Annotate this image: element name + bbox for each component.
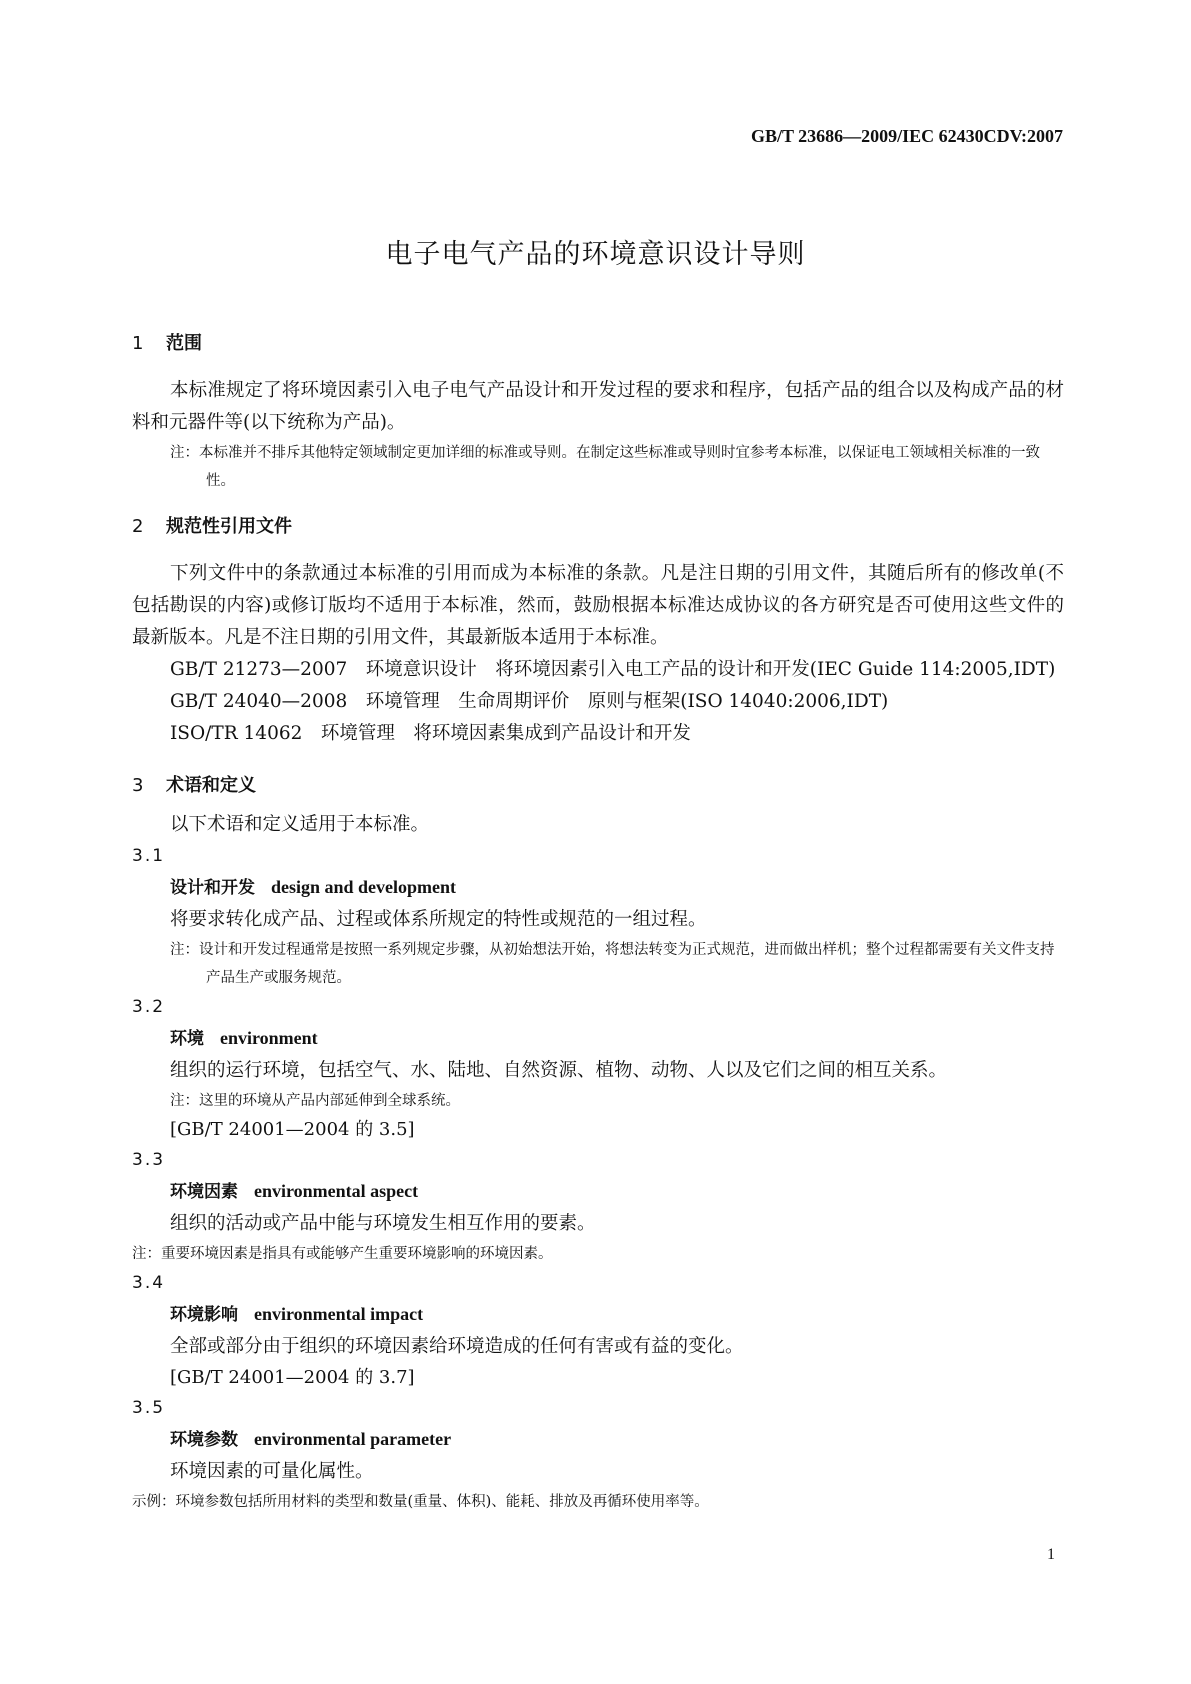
term-number: 3.4	[132, 1273, 166, 1293]
section-number: 3	[132, 775, 144, 796]
terms-intro: 以下术语和定义适用于本标准。	[170, 814, 430, 835]
term-number: 3.5	[132, 1398, 166, 1418]
term-definition: 环境因素的可量化属性。	[170, 1461, 374, 1482]
section-number: 1	[132, 333, 144, 354]
section-title: 范围	[166, 333, 202, 354]
term-note: 注：重要环境因素是指具有或能够产生重要环境影响的环境因素。	[132, 1246, 553, 1262]
standard-number: GB/T 23686—2009/IEC 62430CDV:2007	[750, 126, 1063, 146]
term-heading	[132, 871, 1064, 904]
term-zh: 环境	[170, 1029, 204, 1049]
term-zh: 环境参数	[170, 1430, 238, 1450]
term-definition: 将要求转化成产品、过程或体系所规定的特性或规范的一组过程。	[170, 909, 707, 930]
term-zh: 环境影响	[170, 1305, 238, 1325]
term-note: 注：这里的环境从产品内部延伸到全球系统。	[170, 1093, 460, 1109]
section-heading-normative-references	[132, 513, 1064, 540]
page-number: 1	[1047, 1546, 1055, 1563]
scope-note: 注：本标准并不排斥其他特定领域制定更加详细的标准或导则。在制定这些标准或导则时宜参考本标准，以保证电工领域相关标准的一致性。	[170, 445, 1040, 489]
term-en: environmental parameter	[254, 1429, 452, 1449]
term-heading	[132, 1298, 1064, 1331]
term-en: design and development	[271, 877, 457, 897]
term-zh: 设计和开发	[170, 878, 255, 898]
term-number: 3.2	[132, 997, 166, 1017]
term-source-reference: [GB/T 24001—2004 的 3.5]	[170, 1119, 415, 1140]
term-number: 3.1	[132, 846, 166, 866]
term-note: 注：设计和开发过程通常是按照一系列规定步骤，从初始想法开始，将想法转变为正式规范，进而做出样机；整个过程都需要有关文件支持产品生产或服务规范。	[170, 942, 1055, 986]
term-en: environmental impact	[254, 1304, 424, 1324]
scope-paragraph: 本标准规定了将环境因素引入电子电气产品设计和开发过程的要求和程序，包括产品的组合以及构成产品的材料和元器件等(以下统称为产品)。	[132, 380, 1064, 433]
term-definition: 组织的活动或产品中能与环境发生相互作用的要素。	[170, 1213, 596, 1234]
term-source-reference: [GB/T 24001—2004 的 3.7]	[170, 1367, 415, 1388]
reference-item: GB/T 24040—2008 环境管理 生命周期评价 原则与框架(ISO 14040:2006,IDT)	[170, 691, 889, 712]
term-en: environmental aspect	[254, 1181, 419, 1201]
term-en: environment	[220, 1028, 318, 1048]
section-title: 术语和定义	[166, 775, 256, 796]
references-paragraph: 下列文件中的条款通过本标准的引用而成为本标准的条款。凡是注日期的引用文件，其随后所有的修改单(不包括勘误的内容)或修订版均不适用于本标准，然而，鼓励根据本标准达成协议的各方研究是否可使用这些文件的最新版本。凡是不注日期的引用文件，其最新版本适用于本标准。	[132, 563, 1064, 648]
section-heading-scope	[132, 330, 1064, 357]
term-number: 3.3	[132, 1150, 166, 1170]
document-body	[132, 330, 1064, 1516]
document-title: 电子电气产品的环境意识设计导则	[385, 239, 806, 270]
term-heading	[132, 1022, 1064, 1055]
section-heading-terms	[132, 772, 1064, 799]
term-zh: 环境因素	[170, 1182, 238, 1202]
section-number: 2	[132, 516, 144, 537]
section-title: 规范性引用文件	[166, 516, 292, 537]
term-example: 示例：环境参数包括所用材料的类型和数量(重量、体积)、能耗、排放及再循环使用率等。	[132, 1494, 709, 1510]
reference-item: GB/T 21273—2007 环境意识设计 将环境因素引入电工产品的设计和开发(IEC Guide 114:2005,IDT)	[170, 659, 1056, 680]
term-definition: 组织的运行环境，包括空气、水、陆地、自然资源、植物、动物、人以及它们之间的相互关系。	[170, 1060, 948, 1081]
term-definition: 全部或部分由于组织的环境因素给环境造成的任何有害或有益的变化。	[170, 1336, 744, 1357]
term-heading	[132, 1175, 1064, 1208]
reference-item: ISO/TR 14062 环境管理 将环境因素集成到产品设计和开发	[170, 723, 691, 744]
term-heading	[132, 1423, 1064, 1456]
